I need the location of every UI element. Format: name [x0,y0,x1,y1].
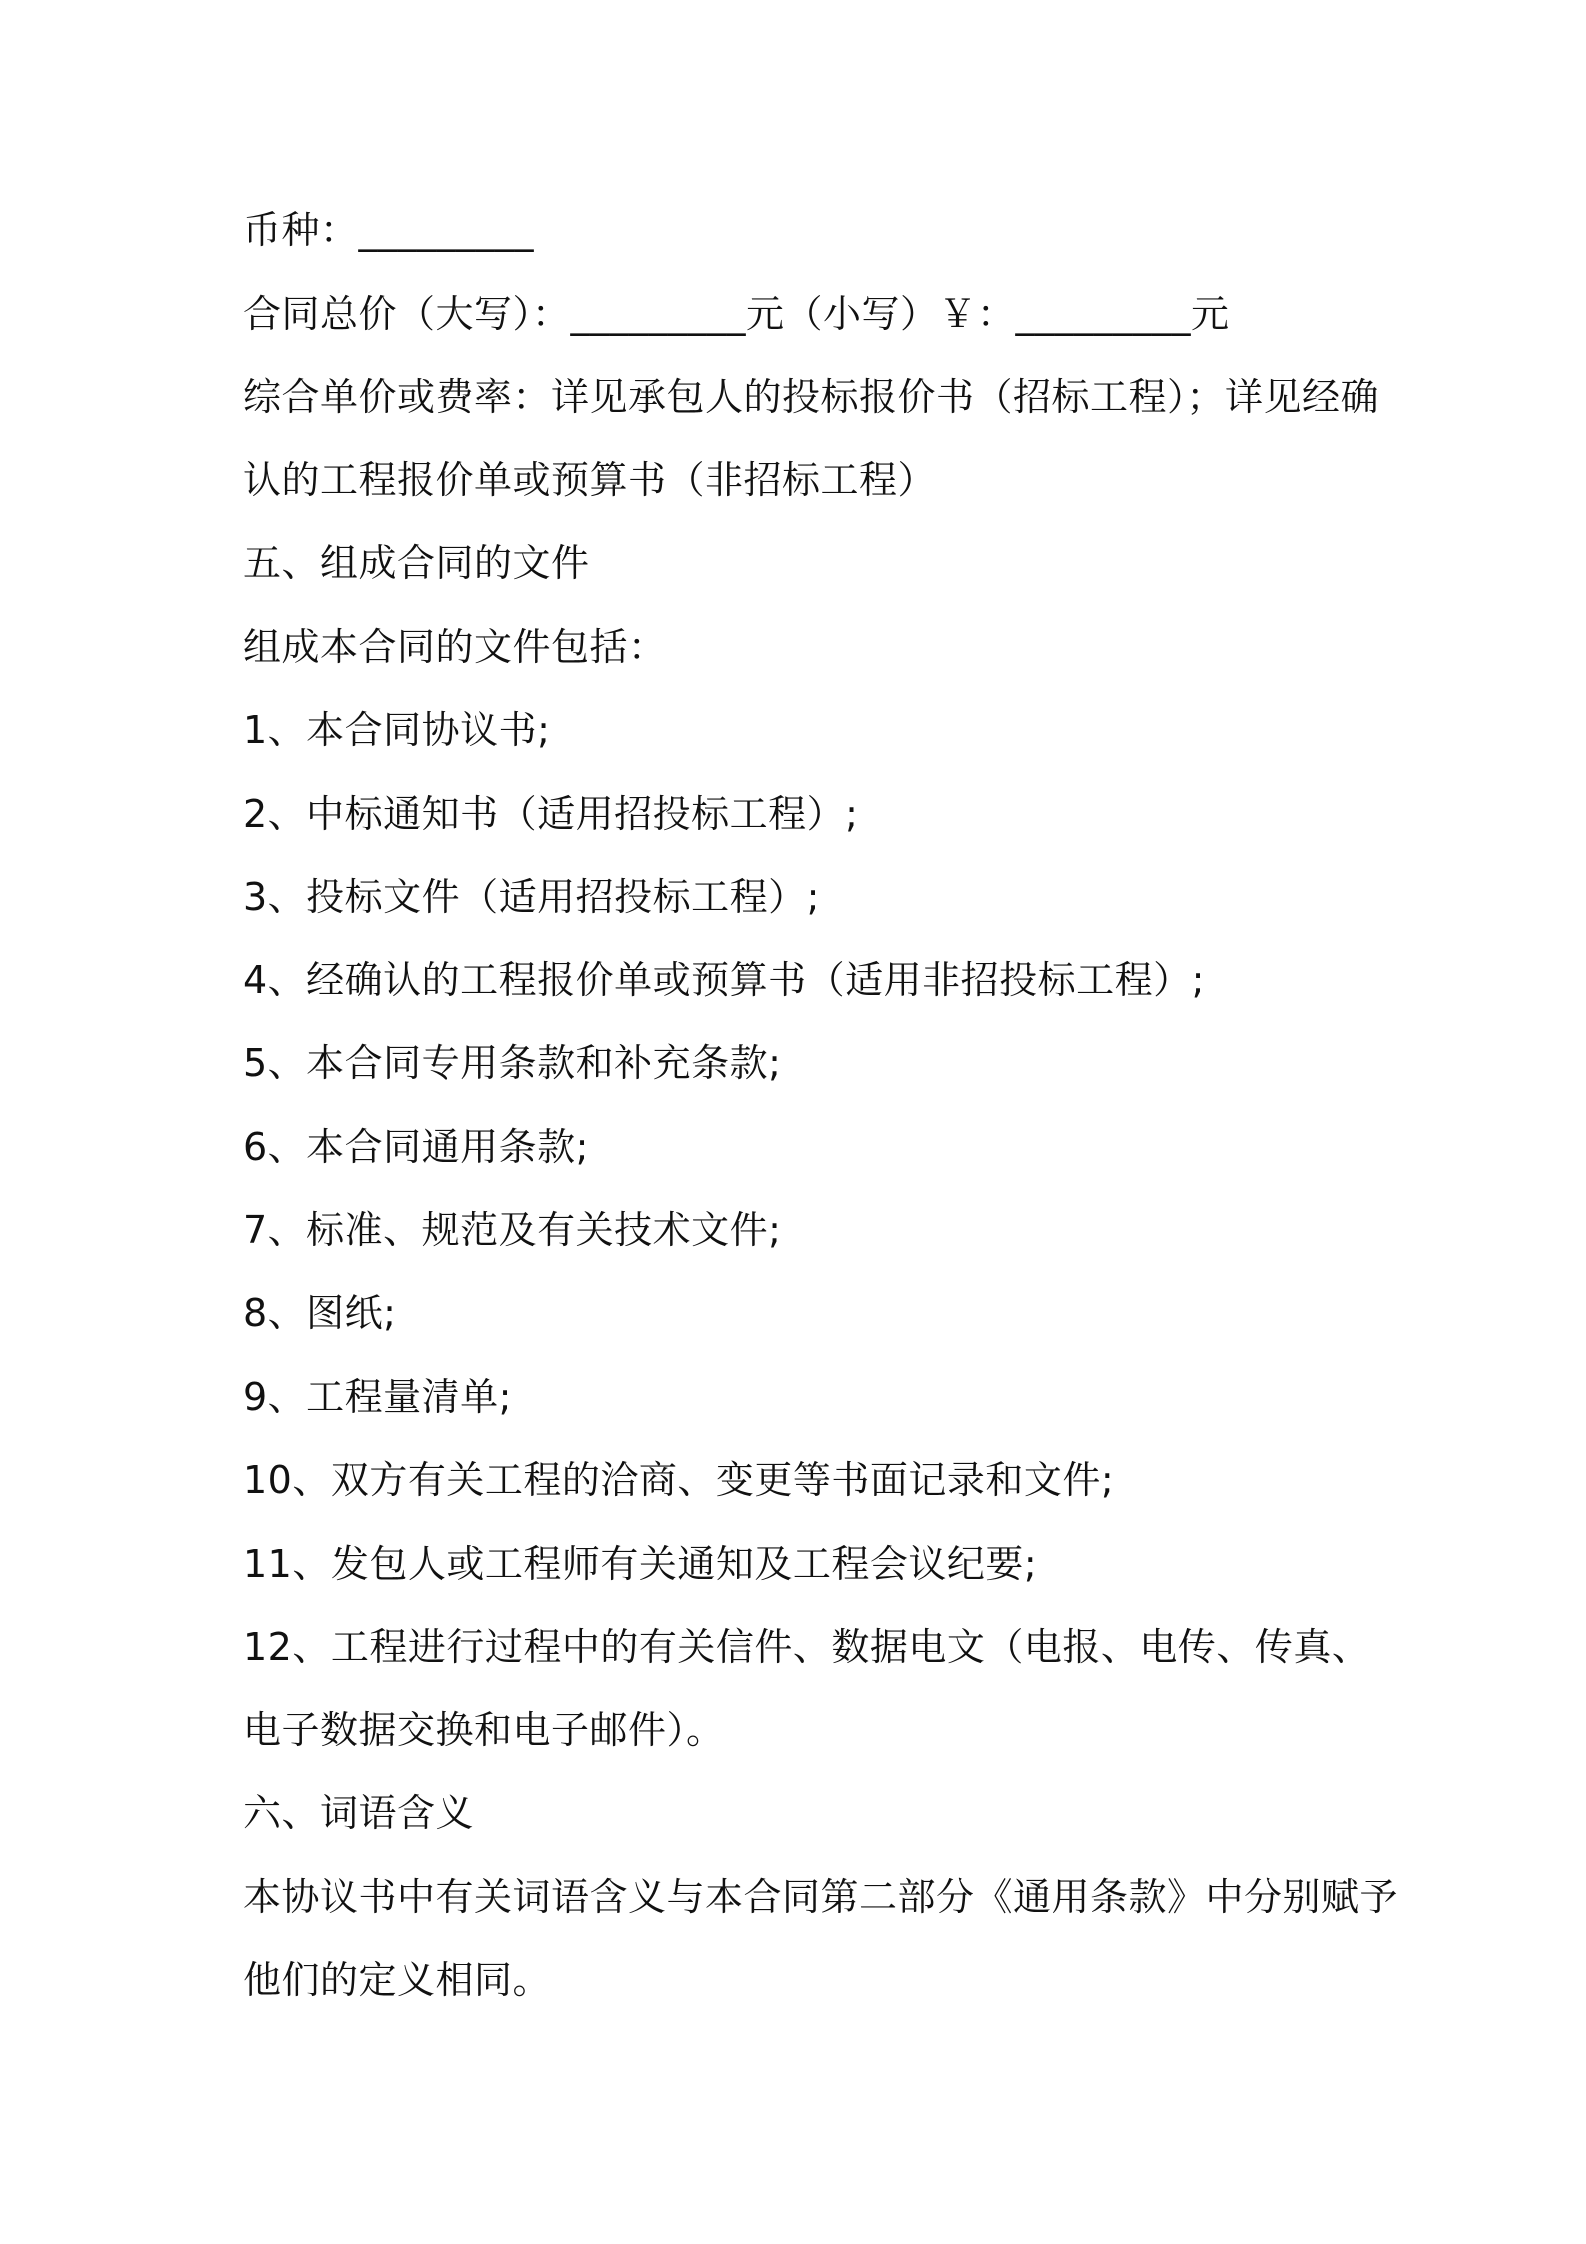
documents-intro: 组成本合同的文件包括： [243,625,667,669]
list-item-2: 2、中标通知书（适用招投标工程）; [243,792,859,836]
unit-price-line: 综合单价或费率：详见承包人的投标报价书（招标工程）；详见经确 [243,375,1380,419]
total-price-line: 合同总价（大写）：_________元（小写）￥：_________元 [243,292,1230,336]
list-item-3: 3、投标文件（适用招投标工程）; [243,875,820,919]
section-heading-contract-documents: 五、组成合同的文件 [243,541,590,585]
list-item-6: 6、本合同通用条款; [243,1125,589,1169]
currency-line: 币种：_________ [243,208,535,252]
list-item-10: 10、双方有关工程的洽商、变更等书面记录和文件; [243,1458,1115,1502]
section-heading-definitions: 六、词语含义 [243,1791,475,1835]
list-item-4: 4、经确认的工程报价单或预算书（适用非招投标工程）; [243,958,1205,1002]
list-item-5: 5、本合同专用条款和补充条款; [243,1041,782,1085]
list-item-1: 1、本合同协议书; [243,708,551,752]
list-item-12: 12、工程进行过程中的有关信件、数据电文（电报、电传、传真、 [243,1625,1371,1669]
list-item-11: 11、发包人或工程师有关通知及工程会议纪要; [243,1542,1038,1586]
list-item-7: 7、标准、规范及有关技术文件; [243,1208,782,1252]
list-item-8: 8、图纸; [243,1291,397,1335]
list-item-9: 9、工程量清单; [243,1375,512,1419]
list-item-12-continued: 电子数据交换和电子邮件）。 [243,1708,725,1752]
unit-price-line-continued: 认的工程报价单或预算书（非招标工程） [243,458,937,502]
definitions-paragraph: 本协议书中有关词语含义与本合同第二部分《通用条款》中分别赋予 [243,1875,1399,1919]
definitions-paragraph-continued: 他们的定义相同。 [243,1958,552,2002]
